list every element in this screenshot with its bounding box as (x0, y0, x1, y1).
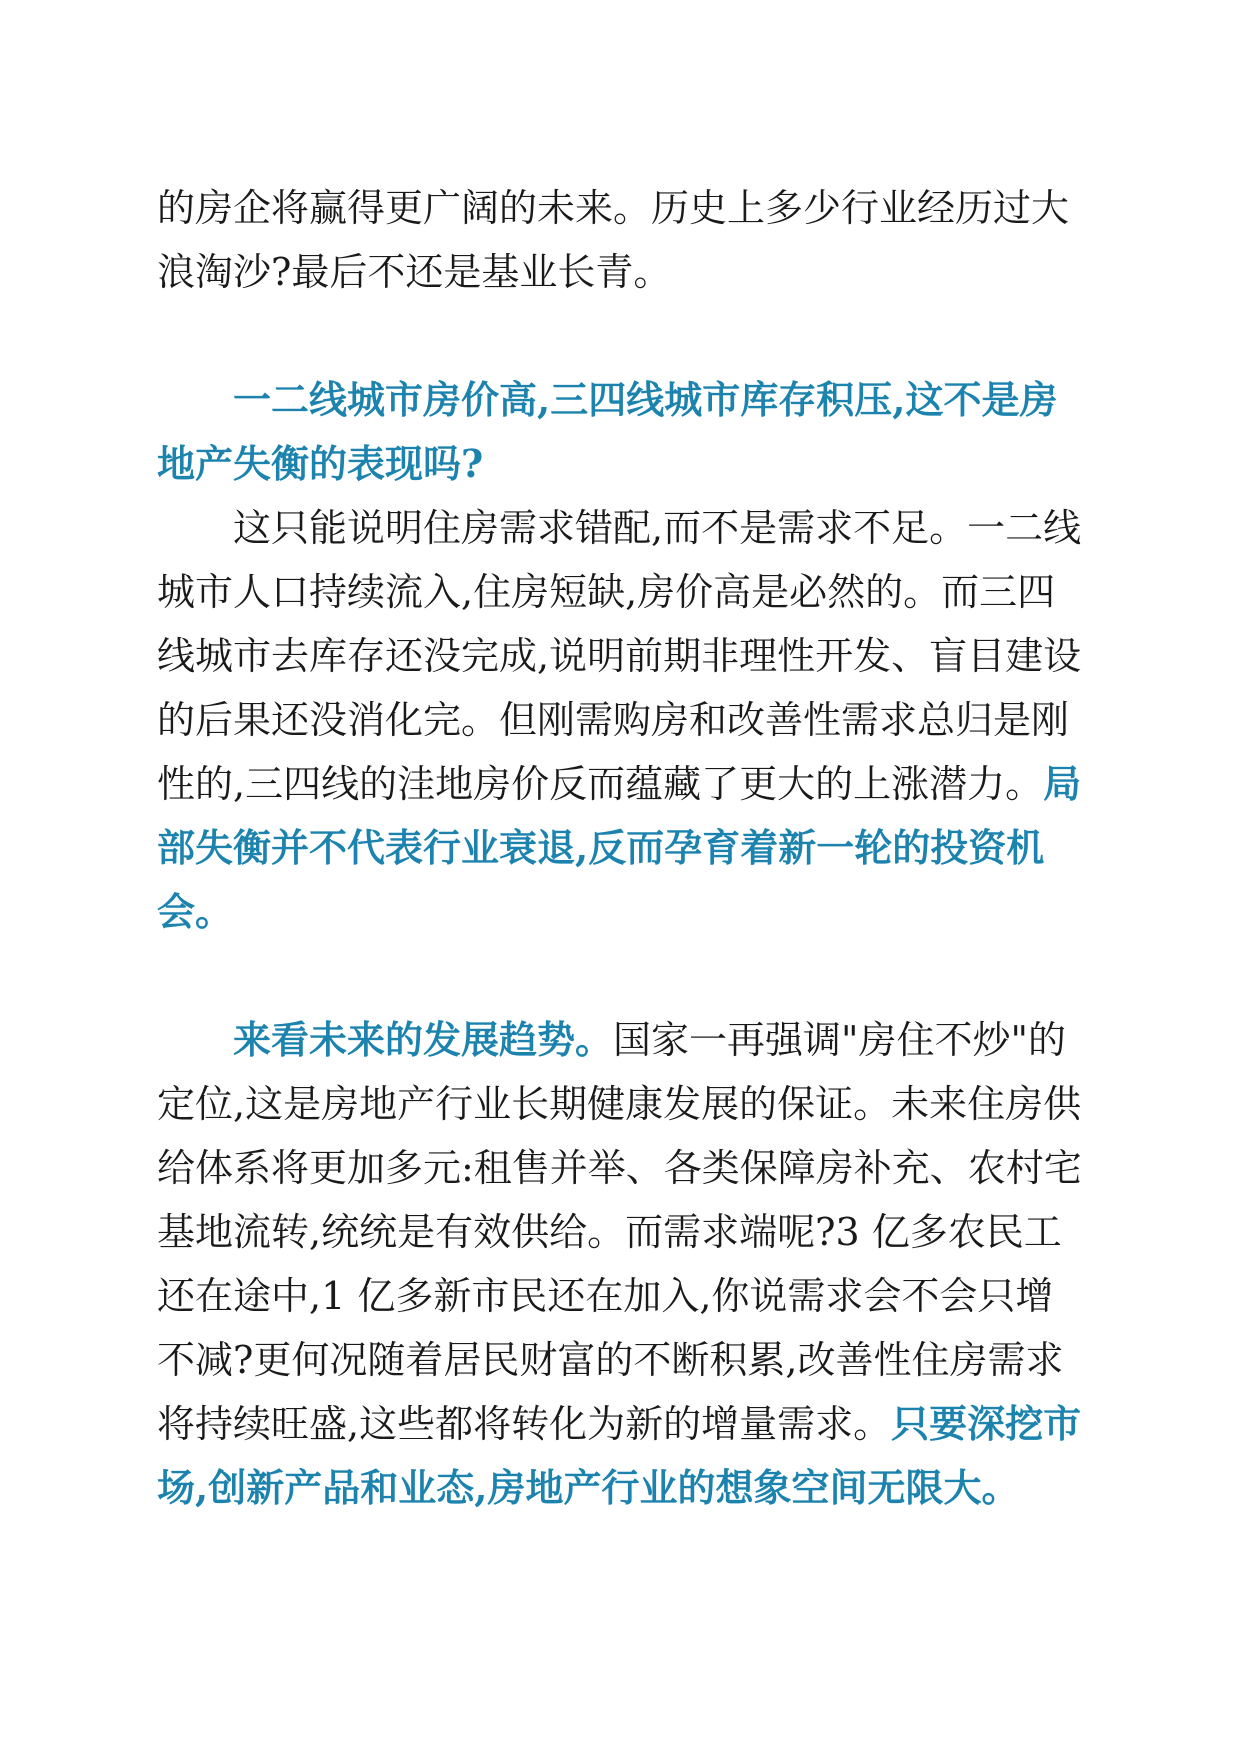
paragraph-trend (157, 1008, 1082, 1520)
highlighted-conclusion: 局部失衡并不代表行业衰退,反而孕育着新一轮的投资机会。 (157, 761, 1082, 934)
paragraph-gap (157, 944, 1082, 1008)
paragraph-text: 的房企将赢得更广阔的未来。历史上多少行业经历过大浪淘沙?最后不还是基业长青。 (157, 186, 1070, 294)
paragraph-text: 国家一再强调"房住不炒"的定位,这是房地产行业长期健康发展的保证。未来住房供给体系将更加多元:租售并举、各类保障房补充、农村宅基地流转,统统是有效供给。而需求端呢?3 亿多农民工还在途中,1 亿多新市民还在加入,你说需求会不会只增不减?更何况随着居民财富的不断积累,改善性住房需求将持续旺盛,这些都将转化为新的增量需求。 (157, 1018, 1082, 1446)
paragraph-gap (157, 304, 1082, 368)
highlighted-conclusion: 只要深挖市场,创新产品和业态,房地产行业的想象空间无限大。 (157, 1401, 1082, 1510)
paragraph-text: 这只能说明住房需求错配,而不是需求不足。一二线城市人口持续流入,住房短缺,房价高是必然的。而三四线城市去库存还没完成,说明前期非理性开发、盲目建设的后果还没消化完。但刚需购房和改善性需求总归是刚性的,三四线的洼地房价反而蕴藏了更大的上涨潜力。 (157, 506, 1082, 806)
section-heading (157, 368, 1082, 496)
article-body (157, 176, 1082, 1520)
paragraph-answer (157, 496, 1082, 944)
paragraph-continuation (157, 176, 1082, 304)
highlighted-lead: 来看未来的发展趋势。 (233, 1017, 614, 1062)
heading-text: 一二线城市房价高,三四线城市库存积压,这不是房地产失衡的表现吗? (157, 377, 1058, 486)
